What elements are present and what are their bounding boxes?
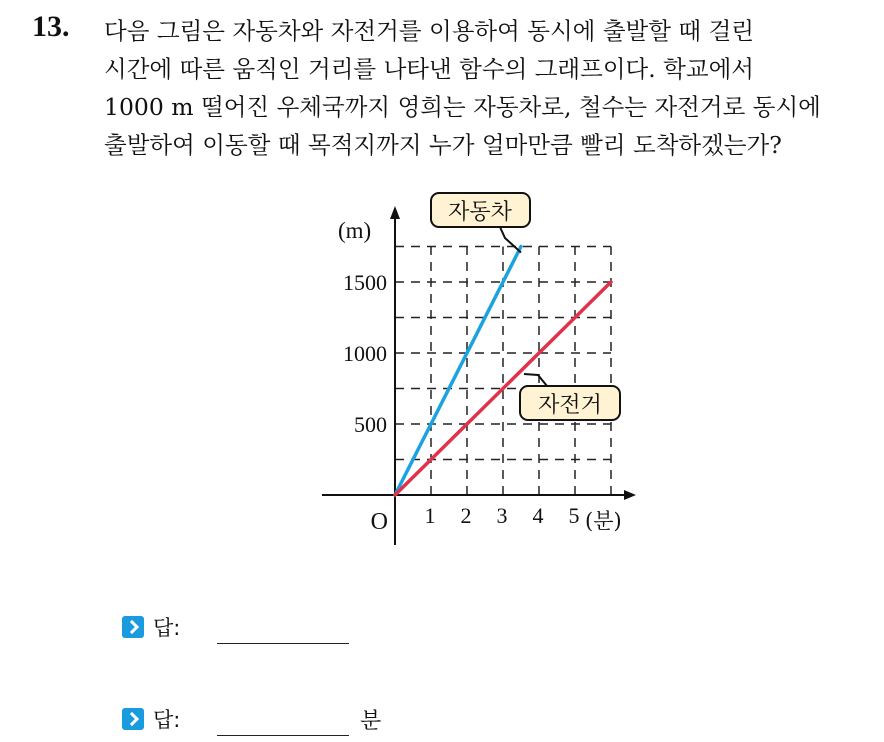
x-tick-label: 4 <box>532 503 544 528</box>
answer-unit: 분 <box>360 709 382 734</box>
answer-row-1 <box>122 610 180 644</box>
x-tick-label: 1 <box>424 503 436 528</box>
answer-blank[interactable] <box>217 735 349 736</box>
x-axis-arrow-icon <box>624 490 636 500</box>
question-number: 13. <box>32 10 70 43</box>
series-line-1 <box>395 247 521 496</box>
origin-label: O <box>370 509 388 535</box>
x-tick-label: 3 <box>496 503 508 528</box>
chevron-right-icon <box>122 708 144 730</box>
y-axis-arrow-icon <box>390 206 400 219</box>
question-line: 출발하여 이동할 때 목적지까지 누가 얼마만큼 빨리 도착하겠는가? <box>104 131 782 159</box>
x-tick-label: 5 <box>568 503 580 528</box>
question-line: 시간에 따른 움직인 거리를 나타낸 함수의 그래프이다. 학교에서 <box>104 55 754 83</box>
answer-row-2 <box>122 702 382 736</box>
x-tick-label: 2 <box>460 503 472 528</box>
x-axis-label: (분) <box>585 509 622 533</box>
answer-label: 답: <box>153 708 181 732</box>
answer-blank[interactable] <box>217 643 349 644</box>
y-axis-label: (m) <box>338 218 372 243</box>
answer-label: 답: <box>153 616 181 640</box>
question-line: 1000 m 떨어진 우체국까지 영희는 자동차로, 철수는 자전거로 동시에 <box>104 93 821 121</box>
question-line: 다음 그림은 자동차와 자전거를 이용하여 동시에 출발할 때 걸린 <box>104 17 754 45</box>
chevron-right-icon <box>122 616 144 638</box>
y-tick-label: 500 <box>354 412 387 437</box>
annotation-pointer <box>524 374 547 386</box>
annotation-label: 자전거 <box>538 393 602 418</box>
annotation-label: 자동차 <box>448 200 512 225</box>
y-tick-label: 1500 <box>343 270 387 295</box>
y-tick-label: 1000 <box>343 341 387 366</box>
